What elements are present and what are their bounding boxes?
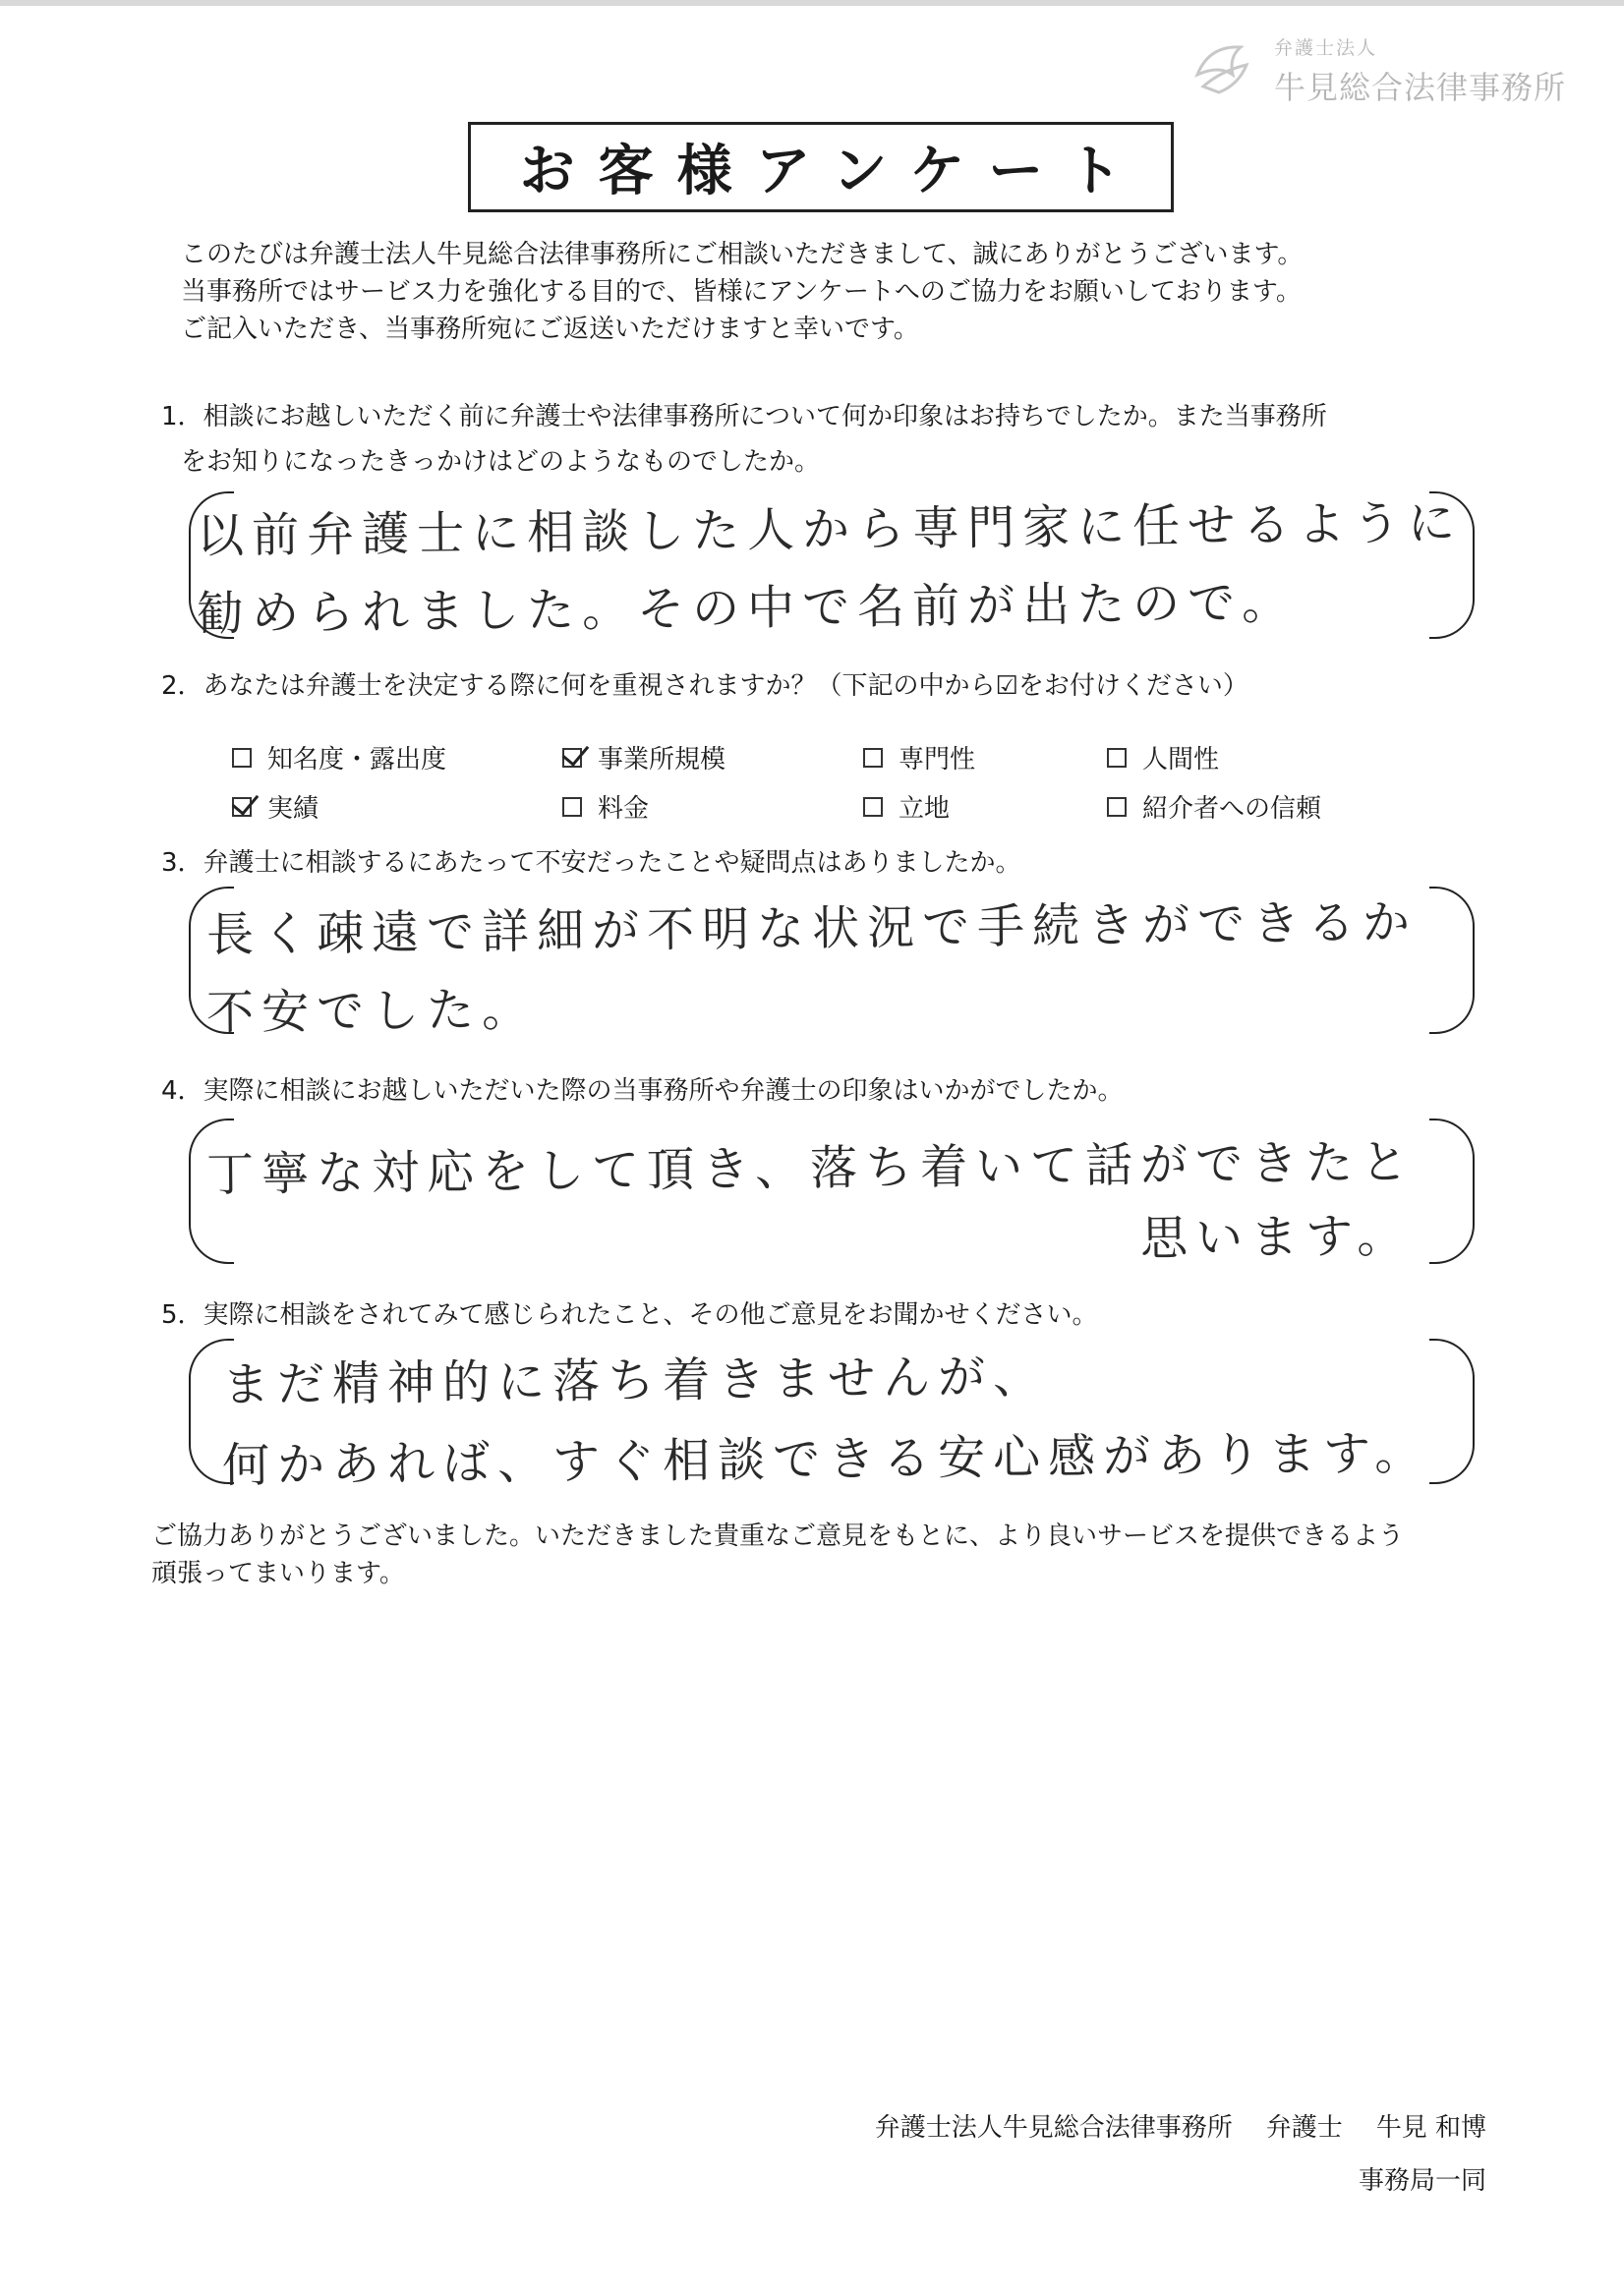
option-expertise[interactable] [863,739,975,775]
option-label: 事業所規模 [598,745,726,775]
option-label: 人間性 [1142,745,1220,775]
closing-line: ご協力ありがとうございました。いただきました貴重なご意見をもとに、より良いサービスを提供できるよう [151,1521,1405,1551]
firm-logo [1189,29,1583,108]
logo-small-text: 弁護士法人 [1274,37,1378,59]
option-label: 実績 [267,794,319,824]
question-5: 5．実際に相談をされてみて感じられたこと、その他ご意見をお聞かせください。 [161,1300,1098,1330]
checkbox-checked[interactable] [562,748,582,768]
option-track-record[interactable] [232,788,319,825]
option-fee[interactable] [562,788,649,825]
page-title: お客様アンケート [519,140,1146,203]
signature-firm: 弁護士法人牛見総合法律事務所 [874,2113,1233,2143]
signature-name: 牛見 和博 [1375,2113,1486,2143]
intro-line: このたびは弁護士法人牛見総合法律事務所にご相談いただきまして、誠にありがとうございます。 [181,240,1304,269]
question-2: 2．あなたは弁護士を決定する際に何を重視されますか？（下記の中から☑をお付けください） [161,671,1248,701]
checkbox[interactable] [863,748,883,768]
answer-bracket-right [1429,1119,1475,1264]
option-office-scale[interactable] [562,739,725,775]
answer-4-line-2: 思います。 [1139,1208,1413,1267]
checkbox[interactable] [863,797,883,817]
logo-firm-name: 牛見総合法律事務所 [1274,69,1567,106]
answer-bracket-right [1429,1339,1475,1484]
signature-role: 弁護士 [1265,2113,1343,2143]
question-1-continued: をお知りになったきっかけはどのようなものでしたか。 [181,447,821,477]
answer-1-line-2: 勧められました。その中で名前が出たので。 [196,575,1298,642]
intro-line: 当事務所ではサービス力を強化する目的で、皆様にアンケートへのご協力をお願いしております。 [181,277,1302,307]
top-edge-rule [0,0,1624,6]
answer-3-line-2: 不安でした。 [205,982,538,1041]
signature-staff: 事務局一同 [1358,2166,1486,2196]
signature-line [875,2107,1486,2144]
checkbox[interactable] [562,797,582,817]
closing-paragraph [151,1518,1404,1592]
option-label: 紹介者への信頼 [1142,794,1322,824]
answer-4-line-1: 丁寧な対応をして頂き、落ち着いて話ができたと [205,1134,1417,1203]
checkbox[interactable] [232,748,252,768]
answer-bracket-right [1429,887,1475,1034]
closing-line: 頑張ってまいります。 [151,1559,405,1588]
option-location[interactable] [863,788,950,825]
answer-5-line-1: まだ精神的に落ち着きませんが、 [221,1349,1049,1413]
intro-paragraph [181,236,1303,348]
question-4: 4．実際に相談にお越しいただいた際の当事務所や弁護士の印象はいかがでしたか。 [161,1076,1124,1106]
answer-1-line-1: 以前弁護士に相談した人から専門家に任せるように [196,495,1464,564]
title-box [468,122,1174,212]
option-referrer-trust[interactable] [1107,788,1321,825]
option-label: 知名度・露出度 [267,745,447,775]
checkbox[interactable] [1107,748,1127,768]
question-3: 3．弁護士に相談するにあたって不安だったことや疑問点はありましたか。 [161,848,1021,878]
option-name-recognition[interactable] [232,739,446,775]
option-label: 料金 [598,794,650,824]
option-label: 立地 [899,794,951,824]
intro-line: ご記入いただき、当事務所宛にご返送いただけますと幸いです。 [181,315,919,344]
option-label: 専門性 [899,745,976,775]
answer-5-line-2: 何かあれば、すぐ相談できる安心感があります。 [221,1425,1430,1494]
checkbox[interactable] [1107,797,1127,817]
option-personality[interactable] [1107,739,1219,775]
firm-logo-icon [1189,35,1258,104]
checkbox-checked[interactable] [232,797,252,817]
answer-3-line-1: 長く疎遠で詳細が不明な状況で手続きができるか [205,894,1419,963]
question-1: 1．相談にお越しいただく前に弁護士や法律事務所について何か印象はお持ちでしたか。また当事務所 [161,402,1327,431]
